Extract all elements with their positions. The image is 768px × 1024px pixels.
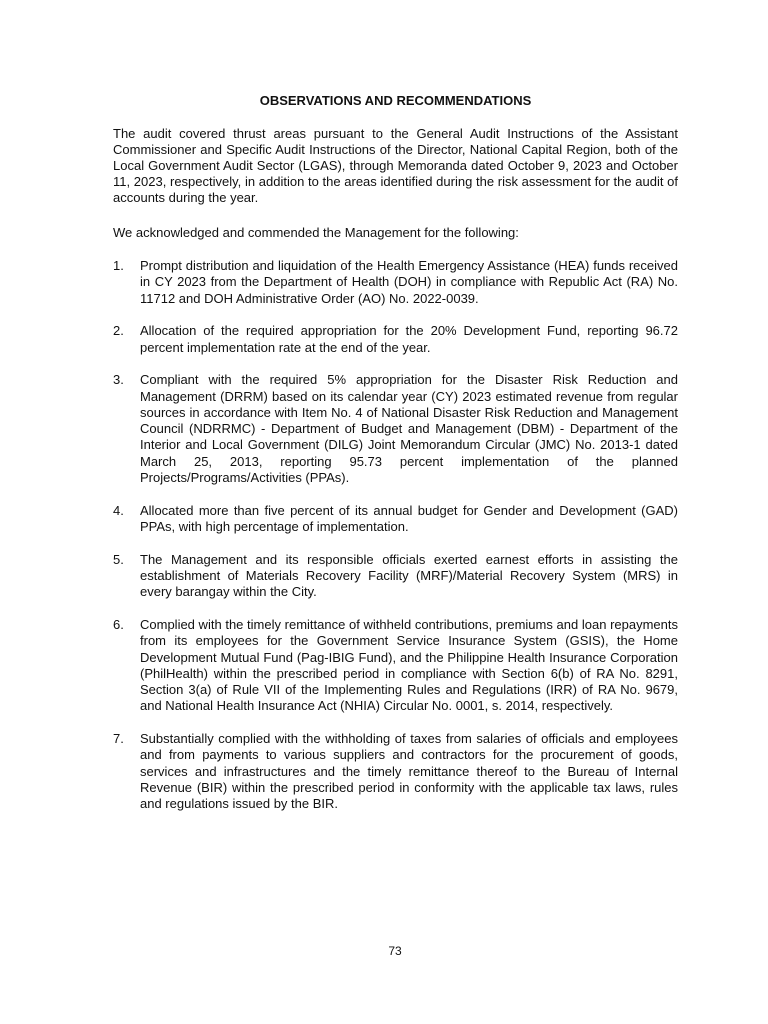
page-number: 73: [388, 944, 402, 958]
list-item: [113, 617, 678, 715]
list-item-text: Prompt distribution and liquidation of the Health Emergency Assistance (HEA) funds received in CY 2023 from the Department of Health (DOH) in compliance with Republic Act (RA) No. 11712 and DOH Administrative Order (AO) No. 2022-0039.: [140, 258, 678, 306]
list-item-number: 3.: [113, 372, 124, 388]
list-item-text: Compliant with the required 5% appropriation for the Disaster Risk Reduction and Management (DRRM) based on its calendar year (CY) 2023 estimated revenue from regular sources in accordance with Item No. 4 of National Disaster Risk Reduction and Management Council (NDRRMC) - Department of Budget and Management (DBM) - Department of the Interior and Local Government (DILG) Joint Memorandum Circular (JMC) No. 2013-1 dated March 25, 2013, reporting 95.73 percent implementation of the planned Projects/Programs/Activities (PPAs).: [140, 372, 678, 486]
list-item: [113, 552, 678, 601]
list-item-text: Allocated more than five percent of its annual budget for Gender and Development (GAD) PPAs, with high percentage of implementation.: [140, 502, 678, 535]
list-item-number: 7.: [113, 731, 124, 747]
list-item-text: Allocation of the required appropriation for the 20% Development Fund, reporting 96.72 percent implementation rate at the end of the year.: [140, 323, 678, 355]
list-item: [113, 258, 678, 307]
list-item-number: 4.: [113, 502, 124, 518]
commendations-list: [113, 258, 678, 829]
list-item-number: 1.: [113, 258, 124, 273]
list-item: [113, 503, 678, 536]
list-item-text: Substantially complied with the withholding of taxes from salaries of officials and employees and from payments to various suppliers and contractors for the procurement of goods, services and infrastructures and the timely remittance thereof to the Bureau of Internal Revenue (BIR) within the prescribed period in conformity with the applicable tax laws, rules and regulations issued by the BIR.: [140, 731, 678, 812]
page-title: OBSERVATIONS AND RECOMMENDATIONS: [259, 93, 532, 108]
list-item-text: The Management and its responsible officials exerted earnest efforts in assisting the establishment of Materials Recovery Facility (MRF)/Material Recovery System (MRS) in every barangay within the City.: [140, 551, 678, 600]
list-item-text: Complied with the timely remittance of withheld contributions, premiums and loan repayments from its employees for the Government Service Insurance System (GSIS), the Home Development Mutual Fund (Pag-IBIG Fund), and the Philippine Health Insurance Corporation (PhilHealth) within the prescribed period in compliance with Section 6(b) of RA No. 8291, Section 3(a) of Rule VII of the Implementing Rules and Regulations (IRR) of RA No. 9679, and National Health Insurance Act (NHIA) Circular No. 0001, s. 2014, respectively.: [140, 617, 678, 714]
list-item-number: 6.: [113, 617, 124, 632]
acknowledgement-paragraph: We acknowledged and commended the Management for the following:: [113, 225, 519, 240]
list-item-number: 5.: [113, 551, 124, 567]
list-item: [113, 323, 678, 356]
list-item: [113, 731, 678, 812]
list-item: [113, 372, 678, 486]
intro-paragraph: The audit covered thrust areas pursuant to the General Audit Instructions of the Assistant Commissioner and Specific Audit Instructions of the Director, National Capital Region, both of the Local Government Audit Sector (LGAS), through Memoranda dated October 9, 2023 and October 11, 2023, respectively, in addition to the areas identified during the risk assessment for the audit of accounts during the year.: [113, 126, 678, 205]
list-item-number: 2.: [113, 323, 124, 339]
